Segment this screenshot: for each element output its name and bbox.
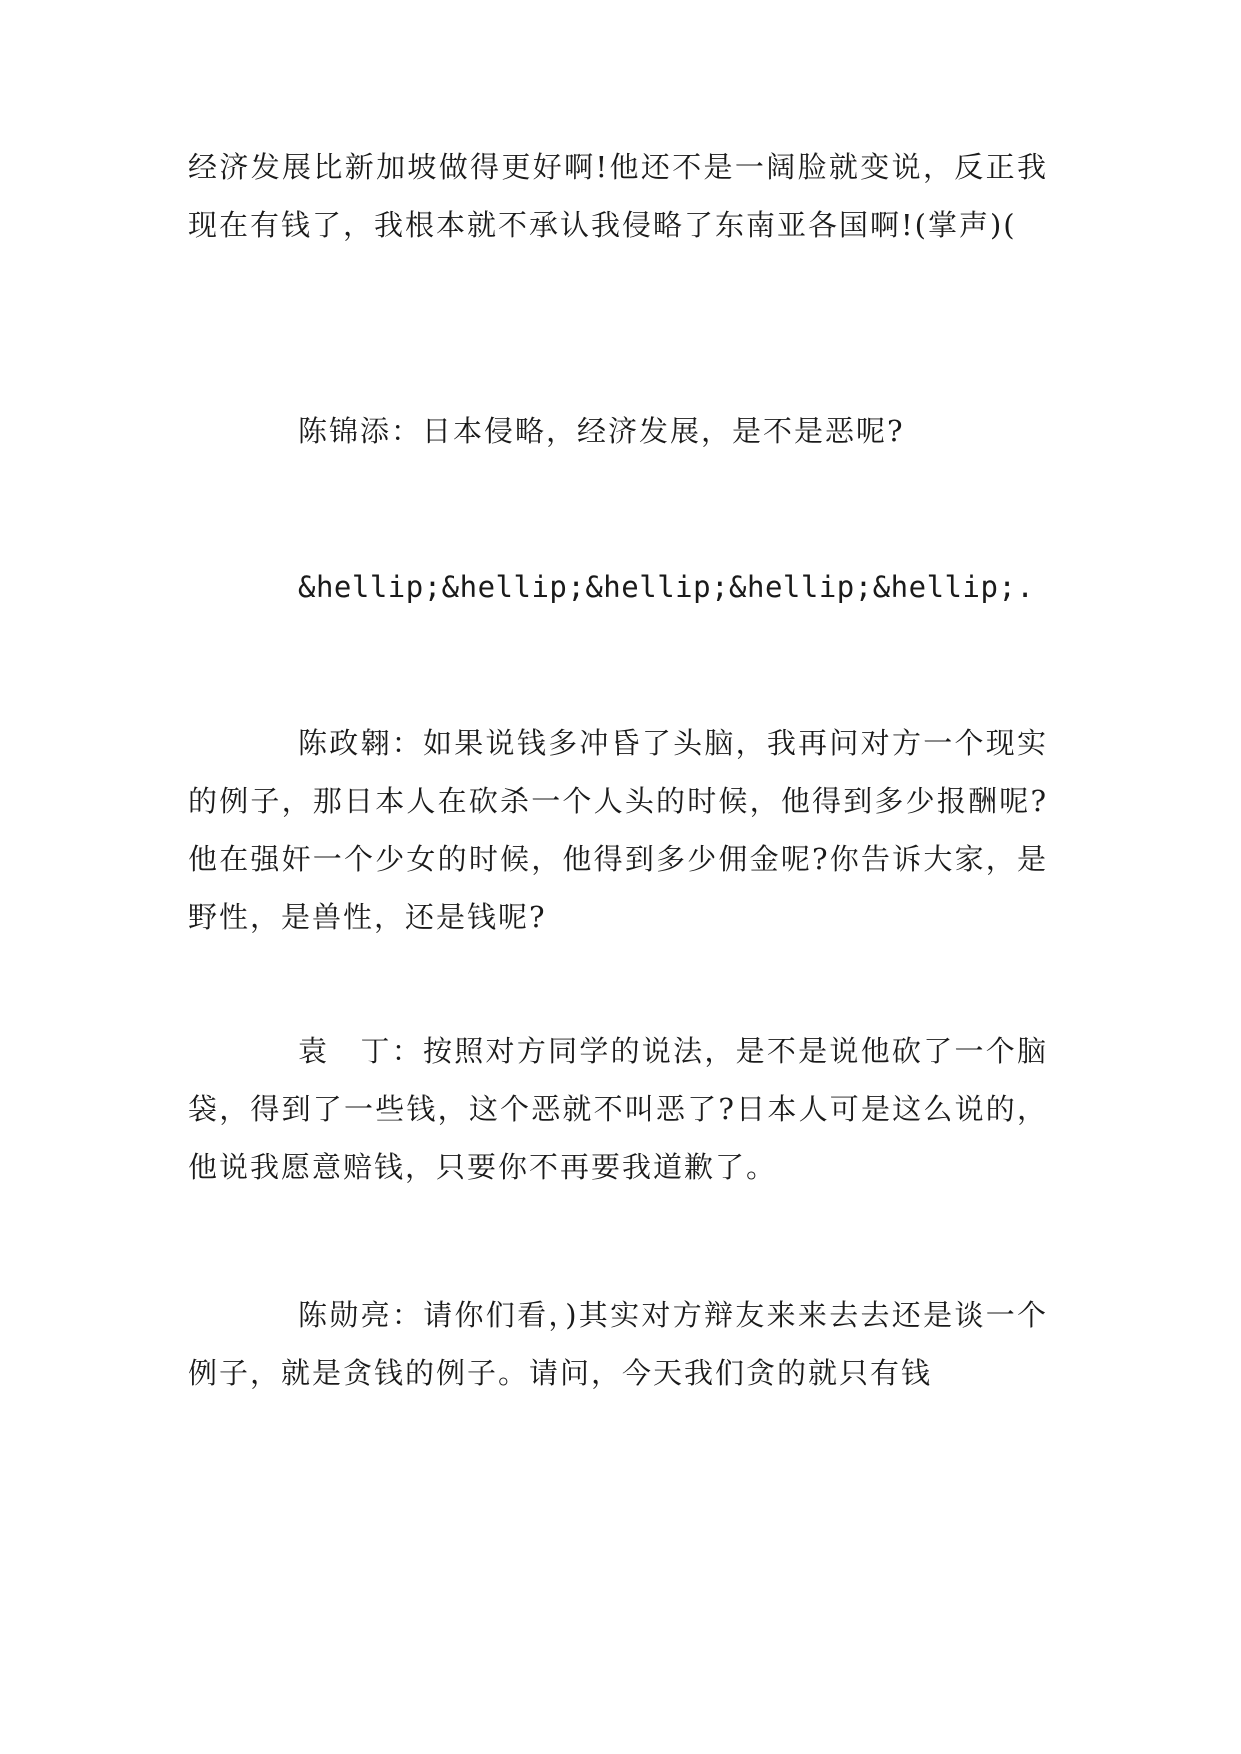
- paragraph-continuation: 经济发展比新加坡做得更好啊!他还不是一阔脸就变说，反正我现在有钱了，我根本就不承认我侵略了东南亚各国啊!(掌声)(: [188, 150, 1048, 242]
- paragraph-chen-zhengao: 陈政翱：如果说钱多冲昏了头脑，我再问对方一个现实的例子，那日本人在砍杀一个人头的时候，他得到多少报酬呢?他在强奸一个少女的时候，他得到多少佣金呢?你告诉大家，是野性，是兽性，还是钱呢?: [188, 726, 1048, 934]
- paragraph-chen-xunliang: 陈勋亮：请你们看，)其实对方辩友来来去去还是谈一个例子，就是贪钱的例子。请问，今天我们贪的就只有钱: [188, 1298, 1048, 1390]
- paragraph-ellipsis: &hellip;&hellip;&hellip;&hellip;&hellip;.: [298, 570, 1035, 604]
- paragraph-chen-jintian: 陈锦添：日本侵略，经济发展，是不是恶呢?: [298, 414, 905, 448]
- paragraph-yuan-ding: 袁 丁：按照对方同学的说法，是不是说他砍了一个脑袋，得到了一些钱，这个恶就不叫恶了?日本人可是这么说的，他说我愿意赔钱，只要你不再要我道歉了。: [188, 1034, 1048, 1184]
